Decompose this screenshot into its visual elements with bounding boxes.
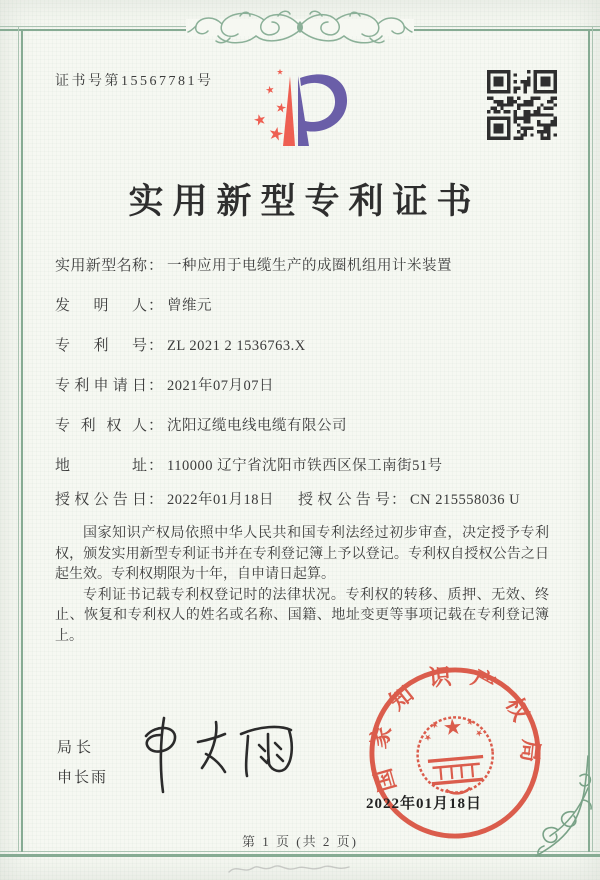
field-label: 地址 <box>55 458 147 474</box>
frame-right-line-outer <box>592 26 593 852</box>
page-number: 第 1 页 (共 2 页) <box>242 834 358 849</box>
director-signature-icon <box>128 710 328 798</box>
top-flourish-ornament-icon <box>160 4 440 48</box>
national-emblem-icon <box>414 714 495 796</box>
field-label: 专利申请日 <box>55 378 147 394</box>
field-value: 曾维元 <box>167 298 213 314</box>
field-row-grant <box>55 490 555 510</box>
frame-right-line-inner <box>588 29 590 852</box>
director-name: 申长雨 <box>57 769 109 786</box>
field-label: 授权公告日 <box>55 492 147 508</box>
field-value: 沈阳辽缆电线电缆有限公司 <box>167 418 348 434</box>
colon: ： <box>148 492 164 508</box>
field-label: 专利号 <box>55 338 147 354</box>
qr-code <box>487 70 557 140</box>
legal-text <box>55 524 549 647</box>
legal-paragraph-1: 国家知识产权局依照中华人民共和国专利法经过初步审查，决定授予专利权，颁发实用新型专利证书并在专利登记簿上予以登记。专利权自授权公告之日起生效。专利权期限为十年，自申请日起算。 <box>55 526 549 582</box>
bleed-through-scribble <box>225 860 355 878</box>
field-label: 专利权人 <box>55 418 147 434</box>
colon: ： <box>148 338 164 354</box>
field-row-address <box>55 456 555 476</box>
field-value: 一种应用于电缆生产的成圈机组用计米装置 <box>167 258 453 274</box>
field-value: ZL 2021 2 1536763.X <box>167 338 306 354</box>
seal-text: 国家知识产权局 <box>365 662 544 795</box>
colon: ： <box>148 298 164 314</box>
field-row-inventor <box>55 296 555 316</box>
field-row-patent-number <box>55 336 555 356</box>
cnipa-logo-icon <box>240 60 360 165</box>
colon: ： <box>148 458 164 474</box>
grant-number-group <box>298 490 520 510</box>
field-row-filing-date <box>55 376 555 396</box>
frame-bottom-line-outer <box>0 851 600 852</box>
colon: ： <box>148 378 164 394</box>
frame-left-line-inner <box>21 29 23 852</box>
field-label: 发明人 <box>55 298 147 314</box>
field-row-patentee <box>55 416 555 436</box>
grant-date-stamp: 2022年01月18日 <box>366 796 483 812</box>
field-label: 实用新型名称 <box>55 258 147 274</box>
colon: ： <box>148 418 164 434</box>
legal-paragraph-2: 专利证书记载专利权登记时的法律状况。专利权的转移、质押、无效、终止、恢复和专利权人的姓名或名称、国籍、地址变更等事项记载在专利登记簿上。 <box>55 587 549 644</box>
field-value: 2022年01月18日 <box>167 492 275 508</box>
field-label: 授权公告号 <box>298 492 390 508</box>
certificate-title: 实用新型专利证书 <box>128 182 481 221</box>
colon: ： <box>148 258 164 274</box>
field-value: CN 215558036 U <box>410 492 521 508</box>
official-seal <box>359 657 552 850</box>
colon: ： <box>391 492 407 508</box>
field-row-name <box>55 256 555 276</box>
certificate-number: 证书号第15567781号 <box>55 74 214 89</box>
field-value: 110000 辽宁省沈阳市铁西区保工南街51号 <box>167 458 443 474</box>
director-title: 局长 <box>57 739 96 756</box>
field-value: 2021年07月07日 <box>167 378 275 394</box>
grant-date-group <box>55 492 274 508</box>
frame-bottom-line-inner <box>0 854 600 857</box>
frame-left-line-outer <box>18 26 19 852</box>
